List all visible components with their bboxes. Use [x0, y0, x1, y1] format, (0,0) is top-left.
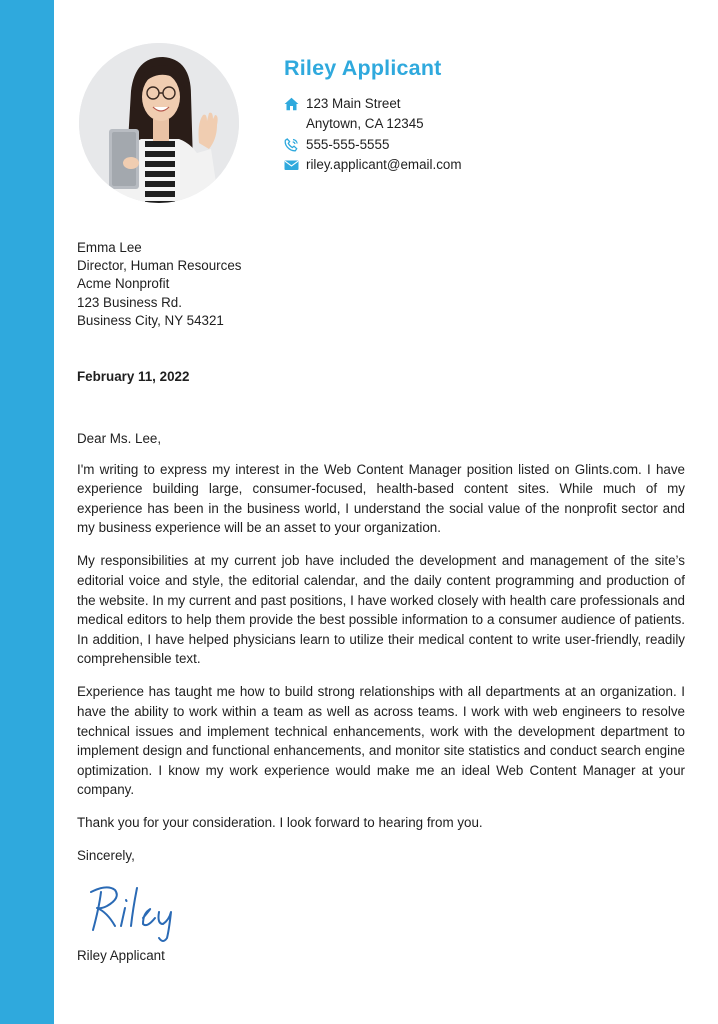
paragraph: My responsibilities at my current job have included the development and management of the site’s editorial voice and style, the editorial calendar, and the daily content programming and production of the website. In my current and past positions, I have worked closely with health care professionals and medical editors to help them provide the best possible information to a consumer audience of patients. In addition, I have helped physicians learn to utilize their medical content to write user-friendly, readily comprehensible text.: [77, 553, 685, 667]
address-line-2: [284, 114, 462, 134]
closing: Sincerely,: [77, 848, 135, 864]
applicant-name: Riley Applicant: [284, 56, 442, 80]
recipient-name: Emma Lee: [77, 240, 142, 255]
handwritten-signature: [85, 878, 195, 942]
paragraph: Experience has taught me how to build strong relationships with all departments at an organization. I have the ability to work within a team as well as across teams. I work with web engineers to resolve technical issues and implement technical enhancements, work with the development department to implement design and functional enhancements, and monitor site statistics and conduct search engine optimization. I know my work experience would make me an ideal Web Content Manager at your company.: [77, 684, 685, 798]
paragraph: I'm writing to express my interest in the Web Content Manager position listed on Glints.com. I have experience building large, consumer-focused, health-based content sites. While much of my experience has been in the business world, I understand the social value of the nonprofit sector and my business experience will be an asset to your organization.: [77, 461, 685, 536]
accent-side-bar: [0, 0, 54, 1024]
signer-name: Riley Applicant: [77, 948, 165, 963]
email-address: riley.applicant@email.com: [306, 156, 462, 172]
email-icon: [284, 158, 299, 172]
recipient-title: Director, Human Resources: [77, 258, 242, 274]
recipient-address-1: 123 Business Rd.: [77, 294, 182, 310]
salutation: Dear Ms. Lee,: [77, 431, 162, 446]
phone-row[interactable]: [284, 135, 462, 155]
profile-photo: [79, 43, 239, 203]
street-address: 123 Main Street: [306, 96, 401, 111]
letter-date: February 11, 2022: [77, 369, 190, 384]
letter-body: [77, 429, 685, 879]
phone-icon: [284, 138, 299, 152]
recipient-block: [77, 239, 241, 330]
phone-number: 555-555-5555: [306, 136, 390, 152]
contact-details: [284, 94, 462, 175]
recipient-address-2: Business City, NY 54321: [77, 312, 224, 328]
paragraph: Thank you for your consideration. I look forward to hearing from you.: [77, 815, 483, 831]
email-row[interactable]: [284, 155, 462, 175]
recipient-company: Acme Nonprofit: [77, 276, 170, 292]
home-icon: [284, 97, 299, 111]
address-line-1: [284, 94, 462, 114]
city-state-zip: Anytown, CA 12345: [306, 116, 424, 132]
